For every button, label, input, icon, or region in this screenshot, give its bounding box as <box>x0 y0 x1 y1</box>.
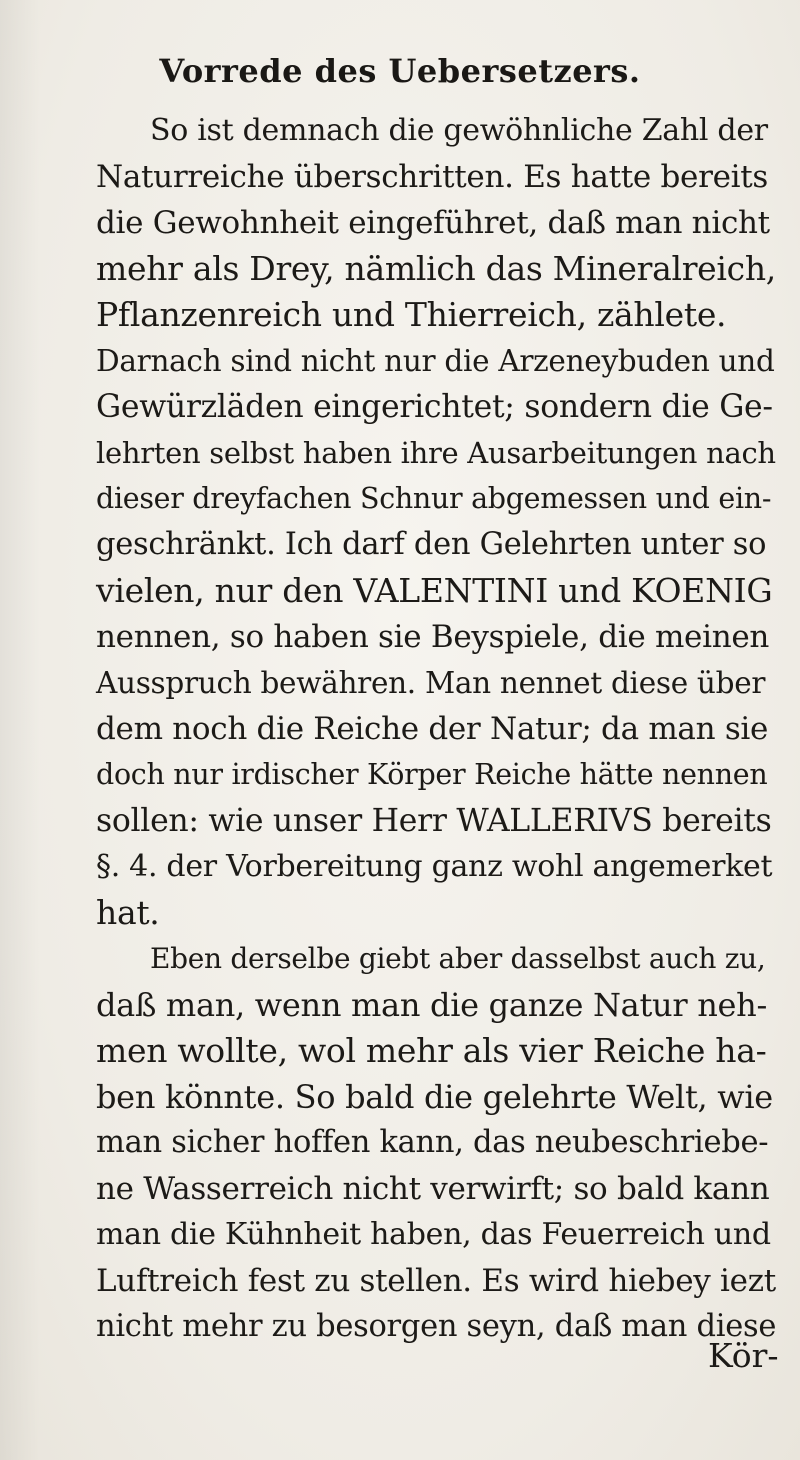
text-line: Ausspruch bewähren. Man nennet diese über <box>96 666 766 700</box>
text-line: ne Wasserreich nicht verwirft; so bald kann <box>96 1171 770 1207</box>
text-line: daß man, wenn man die ganze Natur neh- <box>96 986 767 1024</box>
text-line: doch nur irdischer Körper Reiche hätte nennen <box>96 758 768 791</box>
text-line: vielen, nur den VALENTINI und KOENIG <box>96 571 773 610</box>
text-line: hat. <box>96 893 160 932</box>
text-line: nennen, so haben sie Beyspiele, die meinen <box>96 619 770 655</box>
text-line: nicht mehr zu besorgen seyn, daß man diese <box>96 1309 777 1344</box>
text-line: mehr als Drey, nämlich das Mineralreich, <box>96 249 776 288</box>
catchword: Kör- <box>708 1336 779 1375</box>
text-line: man die Kühnheit haben, das Feuerreich und <box>96 1217 771 1252</box>
text-line: Gewürzläden eingerichtet; sondern die Ge- <box>96 389 773 425</box>
text-line: Eben derselbe giebt aber dasselbst auch zu, <box>150 942 766 975</box>
body-text <box>96 108 776 1350</box>
text-line: die Gewohnheit eingeführet, daß man nicht <box>96 205 770 241</box>
text-line: dieser dreyfachen Schnur abgemessen und ein- <box>96 482 772 515</box>
text-line: ben könnte. So bald die gelehrte Welt, wie <box>96 1078 773 1116</box>
text-line: §. 4. der Vorbereitung ganz wohl angemerket <box>96 849 773 884</box>
text-line: lehrten selbst haben ihre Ausarbeitungen nach <box>96 436 776 470</box>
text-line: geschränkt. Ich darf den Gelehrten unter so <box>96 527 767 562</box>
text-line: Luftreich fest zu stellen. Es wird hiebey iezt <box>96 1263 776 1299</box>
text-line: men wollte, wol mehr als vier Reiche ha- <box>96 1031 767 1070</box>
text-line: So ist demnach die gewöhnliche Zahl der <box>150 113 768 148</box>
text-line: Pflanzenreich und Thierreich, zählete. <box>96 295 727 334</box>
text-line: Naturreiche überschritten. Es hatte bereits <box>96 159 769 195</box>
text-line: Darnach sind nicht nur die Arzeneybuden und <box>96 344 775 378</box>
text-line: man sicher hoffen kann, das neubeschriebe- <box>96 1125 769 1160</box>
page-fold-shadow <box>0 0 40 1460</box>
text-line: sollen: wie unser Herr WALLERIVS bereits <box>96 803 772 839</box>
text-line: dem noch die Reiche der Natur; da man sie <box>96 711 769 747</box>
running-header: Vorrede des Uebersetzers. <box>159 52 641 90</box>
